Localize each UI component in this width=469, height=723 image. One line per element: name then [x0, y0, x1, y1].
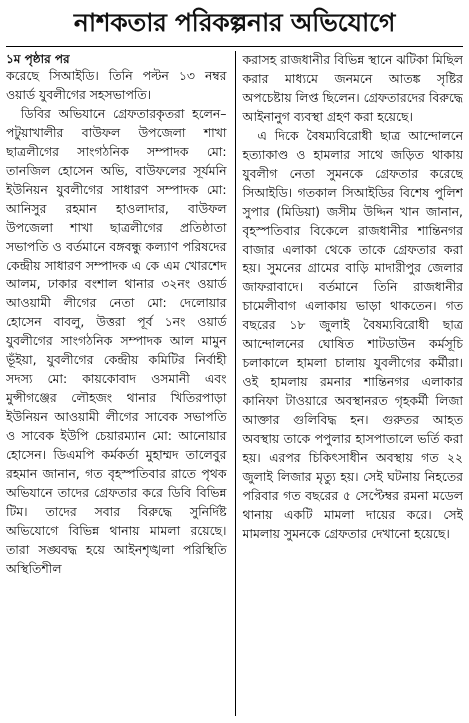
headline: নাশকতার পরিকল্পনার অভিযোগে [73, 8, 396, 37]
continued-from-label: ১ম পৃষ্ঠার পর [6, 52, 70, 66]
left-column [6, 51, 227, 716]
right-column [235, 51, 464, 716]
article-columns [6, 51, 463, 716]
paragraph: এ দিকে বৈষম্যবিরোধী ছাত্র আন্দোলনে হত্যাকাণ্ড ও হামলার সাথে জড়িত থাকায় যুবলীগ নেতা সুমনকে গ্রেফতার করেছে সিআইডি। গতকাল সিআইডির বিশেষ পুলিশ সুপার (মিডিয়া) জসীম উদ্দিন খান জানান, বৃহস্পতিবার বিকেলে রাজধানীর শান্তিনগর বাজার এলাকা থেকে তাকে গ্রেফতার করা হয়। সুমনের গ্রামের বাড়ি মাদারীপুর জেলার জাফরাবাদে। বর্তমানে তিনি রাজধানীর চামেলীবাগ এলাকায় ভাড়া থাকতেন। গত বছরের ১৮ জুলাই বৈষম্যবিরোধী ছাত্র আন্দোলনের ঘোষিত শাটডাউন কর্মসূচি চলাকালে হামলা চালায় যুবলীগের কর্মীরা। ওই হামলায় রমনার শান্তিনগর এলাকার কানিফা টাওয়ারে অবস্থানরত গৃহকর্মী লিজা আক্তার গুলিবিদ্ধ হন। গুরুতর আহত অবস্থায় তাকে পপুলার হাসপাতালে ভর্তি করা হয়। এরপর চিকিৎসাধীন অবস্থায় গত ২২ জুলাই লিজার মৃত্যু হয়। সেই ঘটনায় নিহতের পরিবার গত বছরের ৫ সেপ্টেম্বর রমনা মডেল থানায় একটি মামলা দায়ের করে। সেই মামলায় সুমনকে গ্রেফতার দেখানো হয়েছে। [242, 127, 463, 541]
headline-divider [6, 46, 463, 47]
paragraph: করাসহ রাজধানীর বিভিন্ন স্থানে ঝটিকা মিছিল করার মাধ্যমে জনমনে আতঙ্ক সৃষ্টির অপচেষ্টায় লিপ্ত ছিলেন। গ্রেফতারদের বিরুদ্ধে আইনানুগ ব্যবস্থা গ্রহণ করা হয়েছে। [242, 52, 463, 124]
paragraph: করেছে সিআইডি। তিনি পল্টন ১৩ নম্বর ওয়ার্ড যুবলীগের সহসভাপতি। [6, 68, 227, 102]
paragraph: ডিবির অভিযানে গ্রেফতারকৃতরা হলেন– পটুয়াখালীর বাউফল উপজেলা শাখা ছাত্রলীগের সাংগঠনিক সম্পাদক মো: তানজিল হোসেন অভি, বাউফলের সূর্যমনি ইউনিয়ন যুবলীগের সাধারণ সম্পাদক মো: আনিসুর রহমান হাওলাদার, বাউফল উপজেলা শাখা ছাত্রলীগের প্রতিষ্ঠাতা সভাপতি ও বর্তমানে বঙ্গবন্ধু কল্যাণ পরিষদের কেন্দ্রীয় সাধারণ সম্পাদক এ কে এম খোরশেদ আলম, ঢাকার বংশাল থানার ৩২নং ওয়ার্ড আওয়ামী লীগের নেতা মো: দেলোয়ার হোসেন বাবলু, উত্তরা পূর্ব ১নং ওয়ার্ড যুবলীগের সাংগঠনিক সম্পাদক আল মামুন ভূঁইয়া, যুবলীগের কেন্দ্রীয় কমিটির নির্বাহী সদস্য মো: কায়কোবাদ ওসমানী এবং মুন্সীগঞ্জের লৌহজং থানার খিতিরপাড়া ইউনিয়ন আওয়ামী লীগের সাবেক সভাপতি ও সাবেক ইউপি চেয়ারম্যান মো: আনোয়ার হোসেন। ডিএমপি কর্মকর্তা মুহাম্মদ তালেবুর রহমান জানান, গত বৃহস্পতিবার রাতে পৃথক অভিযানে তাদের গ্রেফতার করে ডিবি বিভিন্ন টিম। তাদের সবার বিরুদ্ধে সুনির্দিষ্ট অভিযোগে বিভিন্ন থানায় মামলা রয়েছে। তারা সঙ্ঘবদ্ধ হয়ে আইনশৃঙ্খলা পরিস্থিতি অস্থিতিশীল [6, 105, 227, 576]
left-column-text [6, 67, 227, 579]
right-column-text [243, 51, 464, 544]
